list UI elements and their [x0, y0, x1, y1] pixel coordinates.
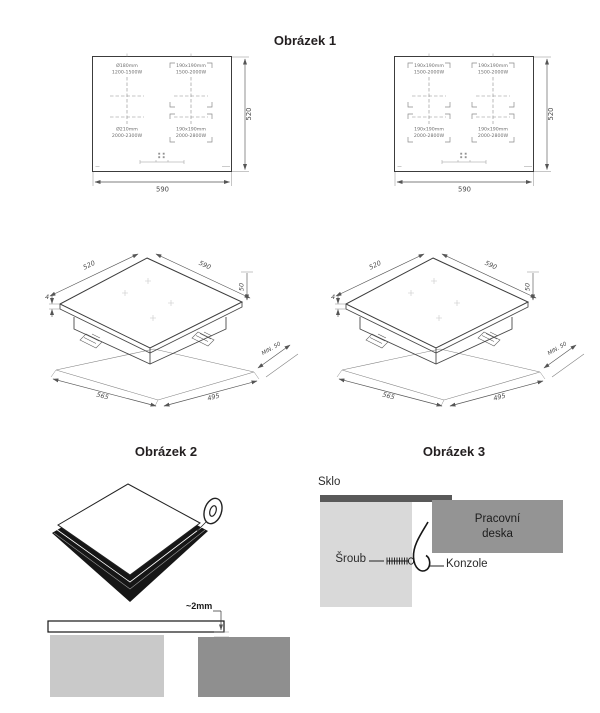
dimension-height [534, 57, 555, 172]
dimension-glass-4 [45, 293, 60, 317]
dim-label-520: 520 [245, 107, 253, 121]
cabinet-right-block [198, 637, 290, 697]
cutout-outline [342, 349, 540, 400]
screw-icon [387, 558, 414, 565]
dimension-495 [450, 372, 545, 406]
dim-label-590: 590 [156, 185, 169, 194]
figure3-drawing [300, 462, 590, 662]
cutout-outline [56, 349, 254, 400]
svg-text:495: 495 [492, 391, 507, 403]
dimension-width [93, 172, 232, 194]
zone-power-label: 1500-2000W [477, 70, 509, 76]
hatch-left [80, 334, 102, 348]
zone-size-label: 190x190mm [176, 127, 206, 133]
dimension-glass-4 [331, 293, 346, 317]
svg-text:520: 520 [367, 258, 383, 272]
dimension-height [232, 57, 253, 172]
zone-power-label: 2000-2800W [477, 134, 509, 139]
figure1-title: Obrázek 1 [273, 33, 337, 48]
zone-size-label: 190x190mm [478, 64, 508, 69]
svg-text:MIN. 50: MIN. 50 [260, 341, 283, 357]
glass-label: Sklo [318, 476, 341, 488]
screw-label: Šroub [335, 553, 366, 565]
sealing-tape-roll-icon [201, 496, 225, 526]
hob-top-view-left [78, 50, 256, 194]
svg-text:565: 565 [381, 390, 396, 402]
hatch-left [366, 334, 388, 348]
dimension-width [395, 172, 534, 194]
svg-text:MIN. 50: MIN. 50 [546, 341, 569, 357]
dim-label-590: 590 [458, 185, 471, 194]
hatch-right [192, 332, 214, 346]
hob-top-view-right [380, 50, 558, 194]
worktop-label-line2: deska [482, 527, 513, 540]
figure3-hardware [300, 462, 590, 662]
dim-label-520: 520 [547, 107, 555, 121]
zone-size-label: 190x190mm [176, 64, 206, 69]
zone-power-label: 2000-2300W [111, 134, 143, 139]
zone-size-label: Ø210mm [116, 127, 138, 133]
svg-text:4: 4 [45, 293, 50, 301]
dimension-565 [337, 370, 444, 406]
svg-text:50: 50 [237, 282, 246, 292]
figure2-drawing [28, 462, 313, 712]
svg-text:50: 50 [523, 282, 532, 292]
svg-text:590: 590 [483, 258, 499, 272]
zone-power-label: 1200-1500W [111, 70, 143, 76]
zone-size-label: 190x190mm [478, 127, 508, 133]
zone-power-label: 2000-2800W [413, 134, 445, 139]
dimension-495 [164, 372, 259, 406]
hob-glass-3d [58, 484, 200, 575]
dimension-min-50 [258, 341, 298, 377]
zone-size-label: 190x190mm [414, 64, 444, 69]
glass-section [48, 621, 224, 632]
worktop-label-line1: Pracovní [474, 513, 521, 526]
dimension-565 [51, 370, 158, 406]
svg-text:520: 520 [81, 258, 97, 272]
worktop-left-block [50, 635, 164, 697]
hatch-right [478, 332, 500, 346]
zone-power-label: 1500-2000W [175, 70, 207, 76]
zone-size-label: 190x190mm [414, 127, 444, 133]
gap-2mm-label: ~2mm [186, 601, 213, 611]
hob-isometric-right [330, 246, 592, 408]
bracket-label: Konzole [446, 558, 488, 570]
svg-text:590: 590 [197, 258, 213, 272]
figure2-title: Obrázek 2 [134, 444, 198, 459]
zone-size-label: Ø180mm [116, 64, 138, 69]
figure3-title: Obrázek 3 [422, 444, 486, 459]
bracket-hook [413, 522, 429, 571]
svg-text:495: 495 [206, 391, 221, 403]
svg-text:565: 565 [95, 390, 110, 402]
zone-power-label: 2000-2800W [175, 134, 207, 139]
svg-text:4: 4 [331, 293, 336, 301]
hob-isometric-left [44, 246, 306, 408]
zone-power-label: 1500-2000W [413, 70, 445, 76]
dimension-min-50 [544, 341, 584, 377]
